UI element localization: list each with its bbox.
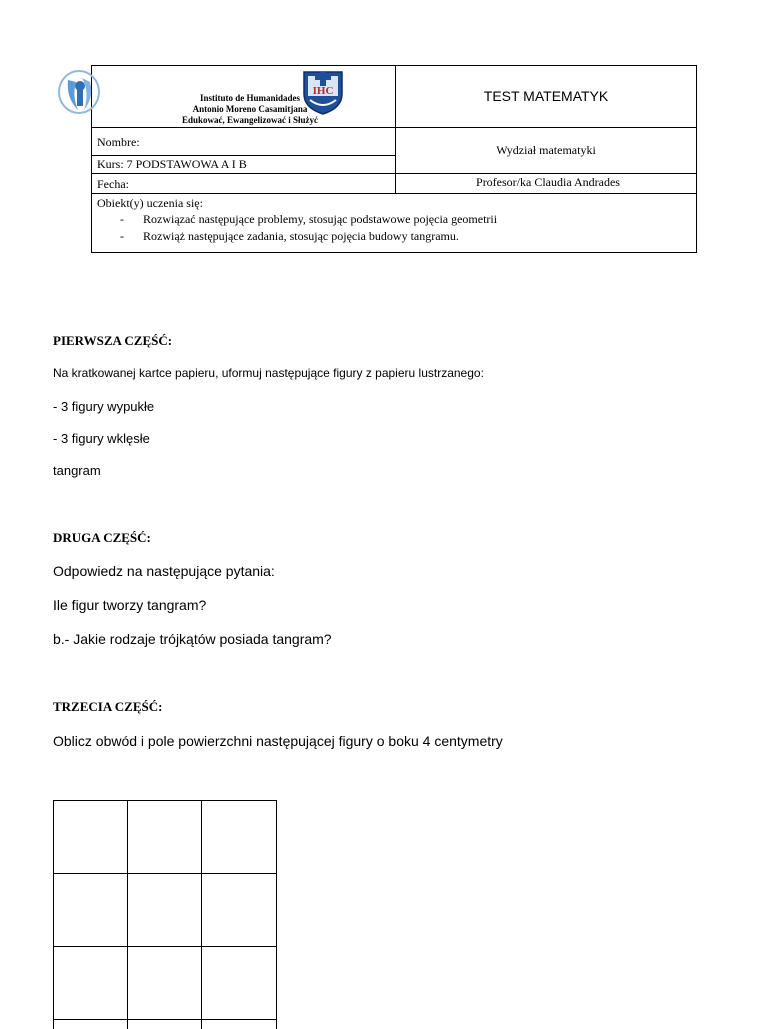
grid-cell — [127, 873, 202, 947]
institution-line2: Antonio Moreno Casamitjana — [192, 104, 308, 114]
kurs-label: Kurs: 7 PODSTAWOWA A I B — [97, 157, 247, 171]
institute-logo-icon — [56, 68, 102, 116]
objective-item: Rozwiąż następujące zadania, stosując pojęcia budowy tangramu. — [143, 229, 459, 243]
part1-heading: PIERWSZA CZĘŚĆ: — [53, 333, 173, 348]
institution-line1: Instituto de Humanidades — [199, 93, 301, 103]
shield-logo-icon — [302, 70, 344, 116]
grid-cell — [127, 800, 202, 874]
part3-instruction: Oblicz obwód i pole powierzchni następującej figury o boku 4 centymetry — [53, 733, 503, 749]
grid-cell — [201, 946, 277, 1020]
teacher: Profesor/ka Claudia Andrades — [476, 175, 620, 189]
part2-question: b.- Jakie rodzaje trójkątów posiada tangram? — [53, 631, 332, 647]
grid-cell — [127, 946, 202, 1020]
divider — [92, 193, 696, 194]
part2-question: Ile figur tworzy tangram? — [53, 597, 207, 613]
grid-cell — [53, 873, 128, 947]
grid-cell — [127, 1019, 202, 1029]
grid-cell — [201, 873, 277, 947]
objectives-label: Obiekt(y) uczenia się: — [97, 196, 203, 210]
part1-item: - 3 figury wypukłe — [53, 399, 155, 414]
fecha-label: Fecha: — [97, 177, 129, 191]
divider — [92, 127, 696, 128]
grid-cell — [53, 800, 128, 874]
part2-heading: DRUGA CZĘŚĆ: — [53, 530, 151, 545]
part1-instruction: Na kratkowanej kartce papieru, uformuj następujące figury z papieru lustrzanego: — [53, 366, 484, 380]
objective-bullet: - — [120, 229, 124, 243]
part1-item: - 3 figury wklęsłe — [53, 431, 150, 446]
divider — [92, 155, 395, 156]
shield-logo-text: IHC — [312, 85, 334, 97]
grid-cell — [201, 800, 277, 874]
objective-bullet: - — [120, 212, 124, 226]
part1-item: tangram — [53, 463, 101, 478]
institution-line3: Edukować, Ewangelizować i Służyć — [181, 115, 318, 125]
nombre-label: Nombre: — [97, 135, 140, 149]
part2-line: Odpowiedz na następujące pytania: — [53, 563, 275, 579]
test-title: TEST MATEMATYK — [483, 88, 609, 104]
square-grid-figure — [53, 800, 277, 1024]
grid-cell — [53, 946, 128, 1020]
department: Wydział matematyki — [496, 143, 596, 157]
objective-item: Rozwiązać następujące problemy, stosując podstawowe pojęcia geometrii — [143, 212, 498, 226]
grid-cell — [53, 1019, 128, 1029]
divider — [395, 173, 696, 174]
part3-heading: TRZECIA CZĘŚĆ: — [53, 699, 163, 714]
grid-cell — [201, 1019, 277, 1029]
